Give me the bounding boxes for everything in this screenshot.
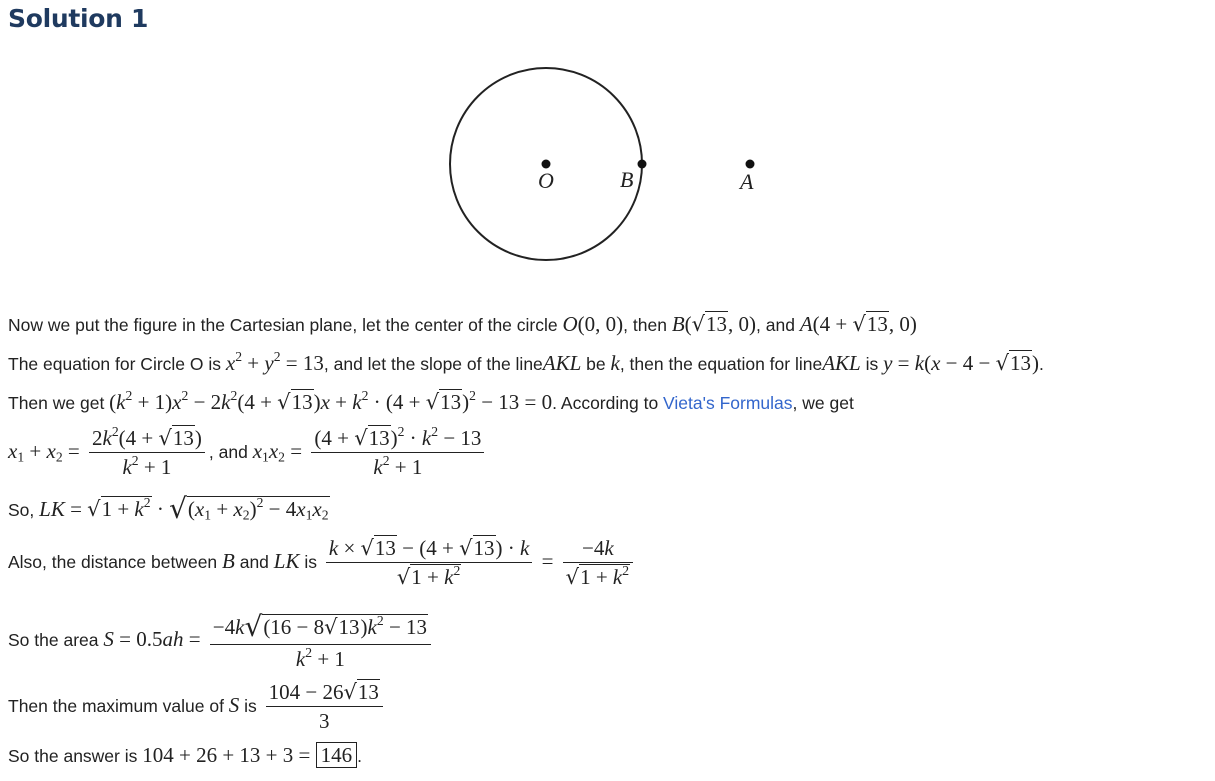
point-a (746, 160, 755, 169)
text-line-4: $x_1 + x_2$ = $\frac{2k^2(4 + √13)}{k^2 + 1}$ , and $x_1x_2$ = $\frac{(4 + √13)^2 \cdot k^2 - 13}{k^2 + 1}$ (8, 426, 488, 480)
point-b (638, 160, 647, 169)
text-line-2: The equation for Circle O is $x^2 + y^2 = 13$, and let the slope of the lineAKL be k, then the equation for lineAKL is y = k(x − 4 − √13). (8, 349, 1044, 375)
math-a-coord: A(4 + √13, 0) (799, 312, 917, 336)
math-b: B (222, 548, 235, 573)
math-product: $x_1x_2$ = $\frac{(4 + √13)^2 \cdot k^2 - 13}{k^2 + 1}$ (253, 439, 489, 463)
math-sum: $x_1 + x_2$ = $\frac{2k^2(4 + √13)}{k^2 + 1}$ (8, 439, 209, 463)
math-akl: AKL (542, 351, 582, 375)
solution-heading: Solution 1 (8, 4, 149, 33)
text-line-8: Then the maximum value of S is $\frac{104 - 26√13}{3}$ (8, 680, 387, 734)
math-final-sum: 104 + 26 + 13 + 3 = (142, 743, 316, 767)
text-line-1: Now we put the figure in the Cartesian plane, let the center of the circle O(0, 0), then B(√13, 0), and A(4 + √13, 0) (8, 312, 917, 336)
math-k: k (610, 351, 620, 375)
math-distance: $\frac{k \times √13 - (4 + √13) \cdot k}{√1 + k^2}$ = $\frac{-4k}{√1 + k^2}$ (322, 549, 637, 573)
text-line-6: Also, the distance between B and LK is $\frac{k \times √13 - (4 + √13) \cdot k}{√1 + k^2}$ = $\frac{-4k}{√1 + k^2}$ (8, 536, 637, 590)
text-line-3: Then we get $(k^2 + 1)x^2 - 2k^2(4 + √13)x + k^2 \cdot (4 + √13)^2 - 13 = 0$. According to Vieta's Formulas, we get (8, 388, 854, 414)
text-line-7: So the area S = 0.5ah = $\frac{-4k√(16 - 8√13)k^2 - 13}{k^2 + 1}$ (8, 610, 435, 672)
math-o-origin: O(0, 0) (562, 312, 624, 336)
answer-box: 146 (316, 742, 358, 768)
math-quadratic: $(k^2 + 1)x^2 - 2k^2(4 + √13)x + k^2 \cdot (4 + √13)^2 - 13 = 0$ (109, 388, 553, 414)
math-max-value: $\frac{104 - 26√13}{3}$ (262, 693, 387, 717)
text-line-9: So the answer is 104 + 26 + 13 + 3 = 146 . (8, 743, 362, 767)
circle-figure (440, 60, 780, 270)
math-circle-eq: $x^2 + y^2 = 13$ (225, 349, 324, 375)
text-line-5: So, LK = $√1 + k^2 \cdot √(x_1 + x_2)^2 - 4x_1x_2$ (8, 492, 329, 525)
math-line-eq: y = k(x − 4 − √13) (883, 351, 1039, 375)
math-lk-2: LK (273, 548, 300, 573)
math-area: S = 0.5ah = $\frac{-4k√(16 - 8√13)k^2 - 13}{k^2 + 1}$ (103, 627, 435, 651)
label-a: A (740, 169, 754, 194)
math-s: S (228, 692, 240, 717)
label-b: B (620, 167, 634, 192)
label-o: O (538, 168, 554, 193)
math-akl-2: AKL (822, 351, 861, 375)
vietas-formulas-link[interactable]: Vieta's Formulas (663, 393, 793, 413)
math-lk: LK = $√1 + k^2 \cdot √(x_1 + x_2)^2 - 4x_1x_2$ (39, 492, 329, 525)
math-b-coord: B(√13, 0) (671, 312, 757, 336)
